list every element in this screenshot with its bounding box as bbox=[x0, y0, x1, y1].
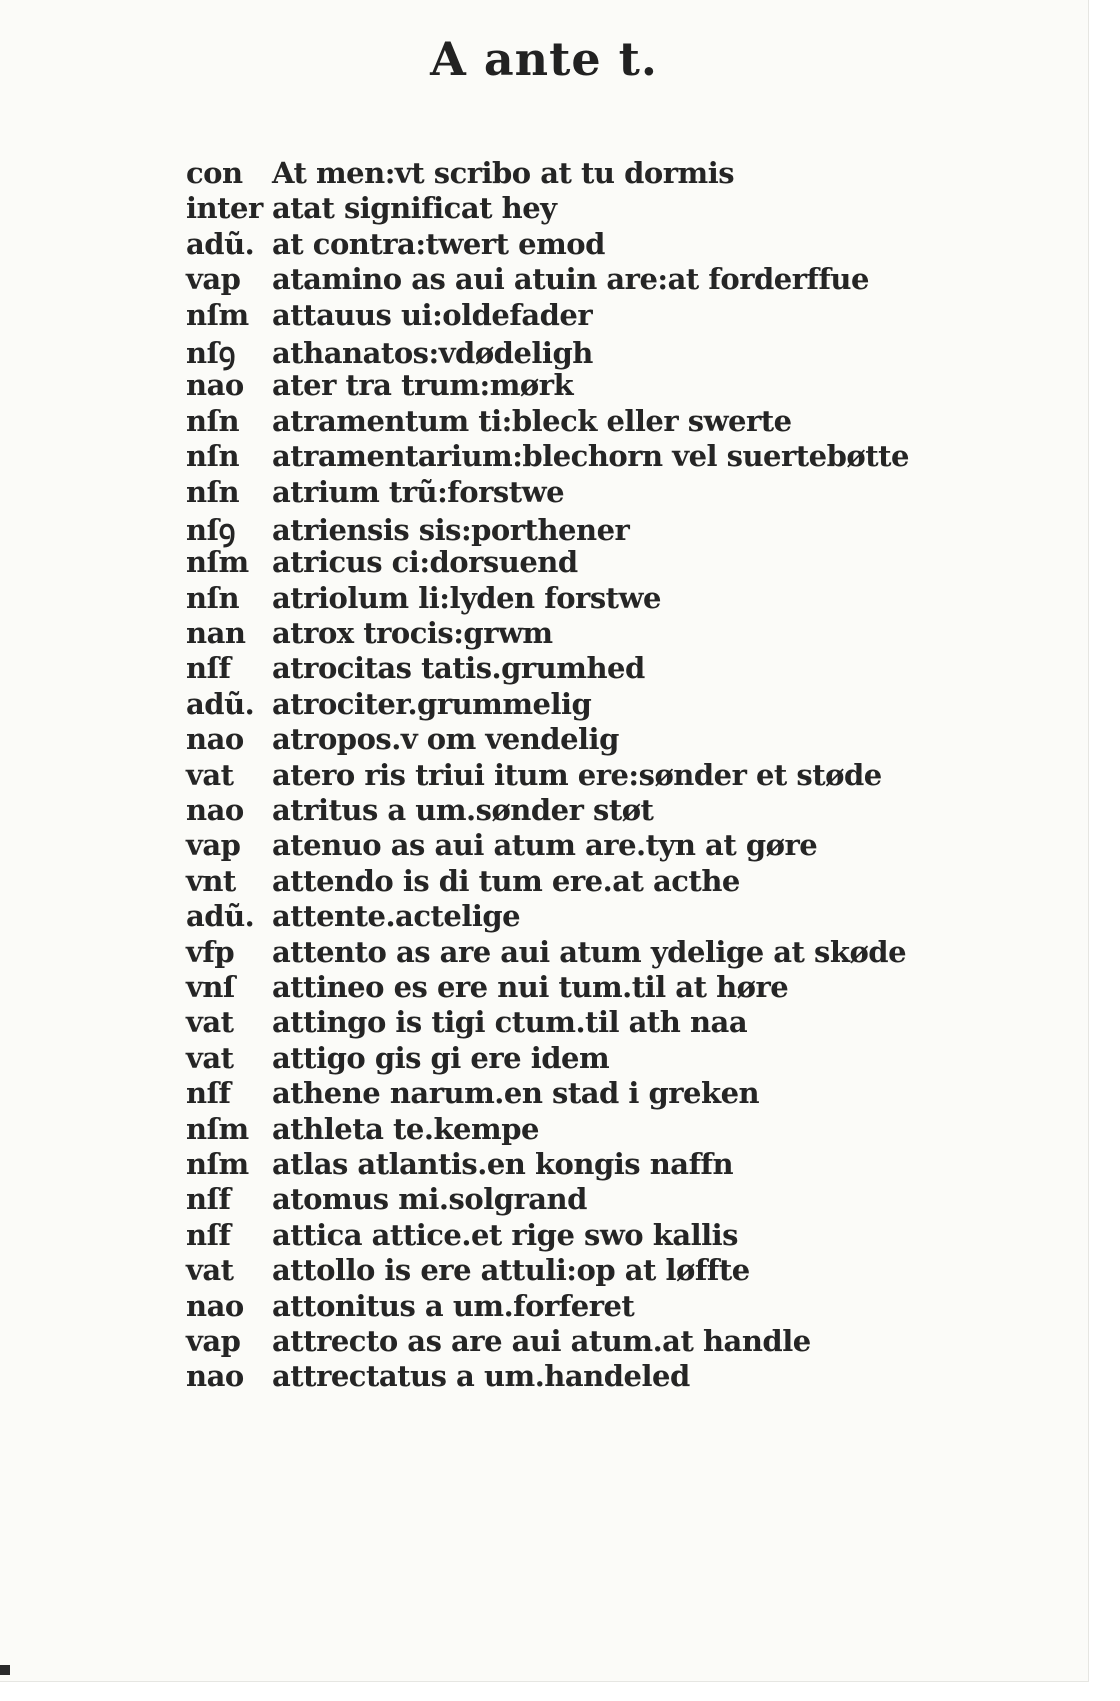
grammar-label: adũ. bbox=[186, 686, 255, 721]
grammar-label: vat bbox=[186, 757, 234, 792]
grammar-label: vap bbox=[186, 262, 241, 297]
dictionary-entry bbox=[186, 722, 909, 757]
grammar-label: nao bbox=[186, 1288, 244, 1323]
grammar-label: vap bbox=[186, 828, 241, 863]
grammar-label: nſn bbox=[186, 403, 240, 438]
dictionary-entry bbox=[186, 899, 909, 934]
grammar-label: nſꝯ bbox=[186, 335, 236, 370]
grammar-label: nſf bbox=[186, 1076, 231, 1111]
dictionary-entry bbox=[186, 262, 909, 297]
entry-text: atricus ci:dorsuend bbox=[272, 545, 578, 580]
dictionary-entry bbox=[186, 651, 909, 686]
entry-text: atrox trocis:grwm bbox=[272, 616, 553, 651]
entry-text: atenuo as aui atum are.tyn at gøre bbox=[272, 828, 818, 863]
grammar-label: adũ. bbox=[186, 226, 255, 261]
dictionary-entry bbox=[186, 970, 909, 1005]
dictionary-entry bbox=[186, 545, 909, 580]
dictionary-entry bbox=[186, 156, 909, 191]
dictionary-entry bbox=[186, 1253, 909, 1288]
entry-text: atat significat hey bbox=[272, 191, 557, 226]
entry-text: At men:vt scribo at tu dormis bbox=[272, 156, 735, 190]
grammar-label: nſf bbox=[186, 651, 231, 686]
grammar-label: nao bbox=[186, 793, 244, 828]
grammar-label: vnſ bbox=[186, 969, 235, 1004]
grammar-label: nſf bbox=[186, 1182, 231, 1217]
entry-text: attento as are aui atum ydelige at skøde bbox=[272, 934, 907, 969]
dictionary-entry bbox=[186, 298, 909, 333]
grammar-label: inter bbox=[186, 191, 263, 226]
entry-text: atramentum ti:bleck eller swerte bbox=[272, 403, 792, 438]
entry-text: at contra:twert emod bbox=[272, 226, 605, 261]
grammar-label: nſm bbox=[186, 1111, 249, 1146]
dictionary-entry bbox=[186, 1147, 909, 1182]
dictionary-entry bbox=[186, 404, 909, 439]
dictionary-entry bbox=[186, 191, 909, 226]
grammar-label: nſf bbox=[186, 1217, 231, 1252]
dictionary-entry bbox=[186, 475, 909, 510]
dictionary-entry bbox=[186, 1076, 909, 1111]
grammar-label: vap bbox=[186, 1323, 241, 1358]
entry-text: athene narum.en stad i greken bbox=[272, 1076, 760, 1111]
entry-text: atriensis sis:porthener bbox=[272, 512, 630, 547]
entry-text: athanatos:vdødeligh bbox=[272, 335, 593, 370]
dictionary-entry bbox=[186, 510, 909, 545]
dictionary-entry bbox=[186, 828, 909, 863]
grammar-label: nſm bbox=[186, 545, 249, 580]
grammar-label: con bbox=[186, 156, 243, 190]
entry-text: attica attice.et rige swo kallis bbox=[272, 1217, 738, 1252]
entry-text: athleta te.kempe bbox=[272, 1111, 539, 1146]
entry-text: attrecto as are aui atum.at handle bbox=[272, 1323, 811, 1358]
grammar-label: nao bbox=[186, 368, 244, 403]
grammar-label: nſn bbox=[186, 474, 240, 509]
dictionary-entry bbox=[186, 935, 909, 970]
entry-text: atritus a um.sønder støt bbox=[272, 793, 654, 828]
entry-text: atlas atlantis.en kongis naffn bbox=[272, 1146, 734, 1181]
grammar-label: nao bbox=[186, 722, 244, 757]
grammar-label: nſm bbox=[186, 1146, 249, 1181]
dictionary-entry bbox=[186, 864, 909, 899]
grammar-label: nſm bbox=[186, 297, 249, 332]
grammar-label: nſꝯ bbox=[186, 512, 236, 547]
dictionary-entry bbox=[186, 1359, 909, 1394]
entry-text: atriolum li:lyden forstwe bbox=[272, 580, 661, 615]
grammar-label: vat bbox=[186, 1040, 234, 1075]
entry-text: attente.actelige bbox=[272, 899, 521, 934]
entry-text: atero ris triui itum ere:sønder et støde bbox=[272, 757, 882, 792]
entry-text: attingo is tigi ctum.til ath naa bbox=[272, 1005, 748, 1040]
dictionary-entry bbox=[186, 333, 909, 368]
entry-text: attigo gis gi ere idem bbox=[272, 1040, 610, 1075]
grammar-label: vfp bbox=[186, 934, 235, 969]
dictionary-entry bbox=[186, 758, 909, 793]
scan-edge-mark bbox=[0, 1665, 10, 1675]
entry-text: attonitus a um.forferet bbox=[272, 1288, 635, 1323]
grammar-label: nſn bbox=[186, 439, 240, 474]
dictionary-entry bbox=[186, 1005, 909, 1040]
entry-text: atramentarium:blechorn vel suertebøtte bbox=[272, 439, 909, 474]
dictionary-entry bbox=[186, 793, 909, 828]
entry-text: attineo es ere nui tum.til at høre bbox=[272, 969, 789, 1004]
dictionary-entry bbox=[186, 439, 909, 474]
entry-text: attollo is ere attuli:op at løffte bbox=[272, 1253, 750, 1288]
entry-text: atrocitas tatis.grumhed bbox=[272, 651, 645, 686]
dictionary-entry bbox=[186, 1182, 909, 1217]
entry-text: attendo is di tum ere.at acthe bbox=[272, 863, 740, 898]
entry-text: atrium trũ:forstwe bbox=[272, 474, 565, 509]
dictionary-entry bbox=[186, 1112, 909, 1147]
dictionary-entry bbox=[186, 581, 909, 616]
entry-text: atrociter.grummelig bbox=[272, 686, 592, 721]
dictionary-entry bbox=[186, 368, 909, 403]
dictionary-entry bbox=[186, 1218, 909, 1253]
dictionary-entry bbox=[186, 616, 909, 651]
dictionary-entry-list bbox=[186, 156, 909, 1395]
dictionary-entry bbox=[186, 1324, 909, 1359]
grammar-label: nan bbox=[186, 616, 246, 651]
grammar-label: vat bbox=[186, 1253, 234, 1288]
entry-text: atomus mi.solgrand bbox=[272, 1182, 587, 1217]
entry-text: attauus ui:oldefader bbox=[272, 297, 593, 332]
dictionary-entry bbox=[186, 1289, 909, 1324]
dictionary-entry bbox=[186, 1041, 909, 1076]
grammar-label: nao bbox=[186, 1359, 244, 1394]
entry-text: atamino as aui atuin are:at forderffue bbox=[272, 262, 869, 297]
entry-text: ater tra trum:mørk bbox=[272, 368, 574, 403]
grammar-label: adũ. bbox=[186, 899, 255, 934]
dictionary-entry bbox=[186, 687, 909, 722]
dictionary-entry bbox=[186, 227, 909, 262]
entry-text: atropos.v om vendelig bbox=[272, 722, 619, 757]
entry-text: attrectatus a um.handeled bbox=[272, 1359, 690, 1394]
grammar-label: vat bbox=[186, 1005, 234, 1040]
grammar-label: nſn bbox=[186, 580, 240, 615]
page-heading: A ante t. bbox=[430, 32, 658, 86]
grammar-label: vnt bbox=[186, 863, 236, 898]
